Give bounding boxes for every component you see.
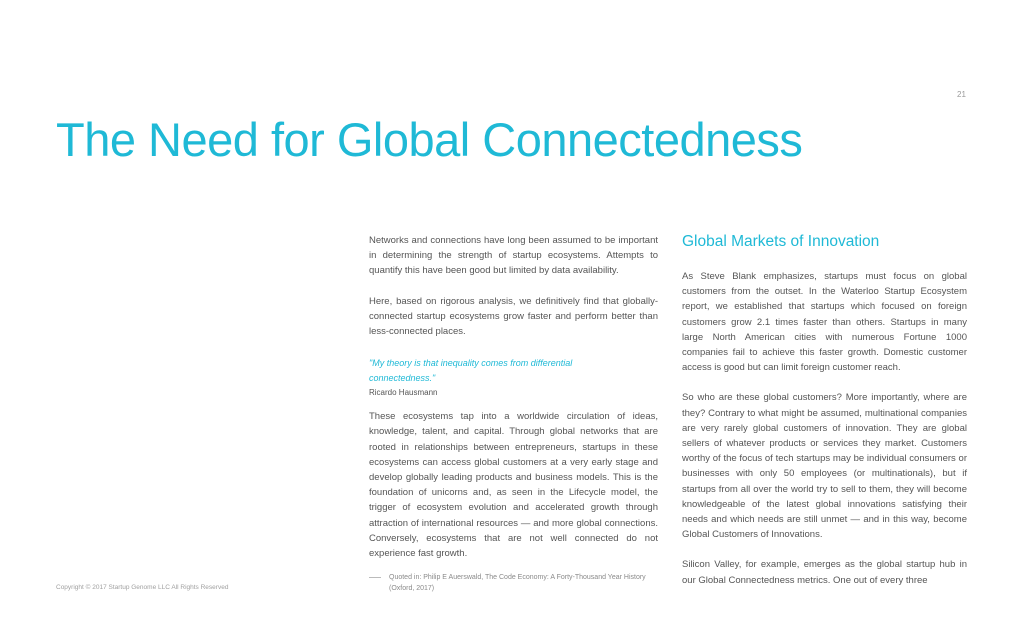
ecosystems-paragraph: These ecosystems tap into a worldwide circulation of ideas, knowledge, talent, and capital. Through global networks that are rooted in relationships between entrepreneurs, startups in these ecosystems can access global customers at a very early stage and develop globally leading products and business models. This is the foundation of unicorns and, as seen in the Lifecycle model, the trigger of ecosystem evolution and accelerated growth through attraction of international resources — and more global connections. Conversely, ecosystems that are not well connected do not experience fast growth. <box>369 411 658 560</box>
quote-text: "My theory is that inequality comes from differential connectedness." <box>369 358 573 384</box>
quote-author: Ricardo Hausmann <box>369 388 438 398</box>
right-column <box>682 232 967 586</box>
silicon-valley-paragraph: Silicon Valley, for example, emerges as the global startup hub in our Global Connectedness metrics. One out of every three <box>682 559 967 586</box>
pull-quote <box>369 356 658 399</box>
global-customers-paragraph: So who are these global customers? More importantly, where are they? Contrary to what might be assumed, multinational companies are very rarely global customers of innovation. They are global sellers of whatever products or services they market. Customers worthy of the focus of tech startups may be individual consumers or businesses with only 50 employees (or multinationals), but if startups from all over the world try to sell to them, they will become knowledgeable of the latest global innovations satisfying their needs and which needs are still unmet — and in this way, become Global Customers of Innovations. <box>682 392 967 541</box>
section-heading: Global Markets of Innovation <box>682 233 880 250</box>
footnote-text: Quoted in: Philip E Auerswald, The Code Economy: A Forty-Thousand Year History (Oxford, 2017) <box>389 574 646 593</box>
left-column <box>369 233 658 594</box>
copyright-notice: Copyright © 2017 Startup Genome LLC All Rights Reserved <box>56 584 229 591</box>
intro-paragraph: Networks and connections have long been assumed to be important in determining the strength of startup ecosystems. Attempts to quantify this have been good but limited by data availability. <box>369 235 658 277</box>
page-number: 21 <box>957 90 966 99</box>
footnote-rule <box>369 577 381 578</box>
page-title: The Need for Global Connectedness <box>56 113 803 166</box>
finding-paragraph: Here, based on rigorous analysis, we definitively find that globally-connected startup ecosystems grow faster and perform better than less-connected places. <box>369 295 658 338</box>
footnote <box>369 572 658 594</box>
customers-paragraph: As Steve Blank emphasizes, startups must focus on global customers from the outset. In the Waterloo Startup Ecosystem report, we established that startups which focused on foreign customers grow 2.1 times faster than others. Startups in many large North American cities with numerous Fortune 1000 companies fail to achieve this faster growth. Domestic customer access is good but can limit foreign customer reach. <box>682 271 967 374</box>
